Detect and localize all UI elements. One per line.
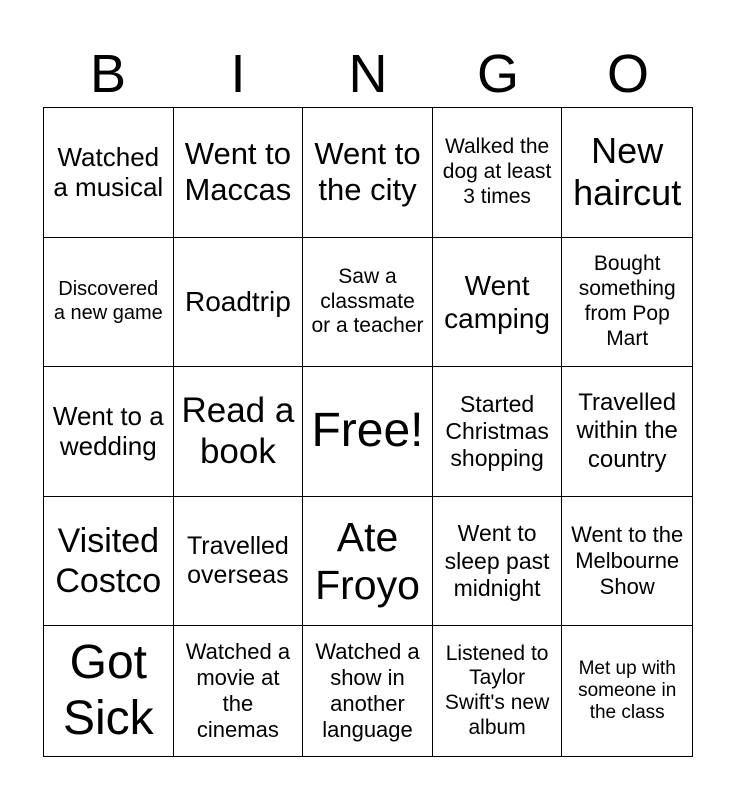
cell-text: Walked the dog at least 3 times <box>442 135 552 208</box>
header-letter-g: G <box>476 44 519 104</box>
bingo-cell[interactable] <box>174 626 304 756</box>
cell-text: Went to the city <box>314 135 421 208</box>
bingo-cell[interactable] <box>433 497 563 627</box>
bingo-cell[interactable] <box>174 367 304 497</box>
cell-text: Went to Maccas <box>184 135 292 208</box>
cell-text: Roadtrip <box>184 286 291 318</box>
bingo-cell[interactable] <box>562 108 692 238</box>
cell-text: Travelled within the country <box>576 389 678 473</box>
cell-text: Bought something from Pop Mart <box>578 252 676 350</box>
cell-text: Got Sick <box>62 635 154 746</box>
bingo-cell[interactable] <box>562 497 692 627</box>
cell-text: Watched a movie at the cinemas <box>185 639 291 743</box>
cell-text: Watched a musical <box>53 141 164 203</box>
cell-text: Met up with someone in the class <box>578 657 677 724</box>
bingo-cell[interactable] <box>174 238 304 368</box>
header-letter-o: O <box>606 44 649 104</box>
bingo-cell[interactable] <box>44 238 174 368</box>
cell-text: Saw a classmate or a teacher <box>311 264 424 338</box>
cell-text: New haircut <box>573 129 682 214</box>
bingo-cell[interactable] <box>433 238 563 368</box>
cell-text: Read a book <box>181 391 295 472</box>
cell-text: Went to sleep past midnight <box>444 520 550 601</box>
bingo-board <box>43 107 693 757</box>
bingo-cell[interactable] <box>44 367 174 497</box>
cell-text: Watched a show in another language <box>315 639 420 743</box>
bingo-cell[interactable] <box>44 626 174 756</box>
bingo-cell[interactable] <box>174 497 304 627</box>
bingo-cell[interactable] <box>433 108 563 238</box>
cell-text: Started Christmas shopping <box>445 390 549 472</box>
bingo-cell[interactable] <box>562 626 692 756</box>
cell-text: Visited Costco <box>55 521 162 601</box>
bingo-cell[interactable] <box>303 108 433 238</box>
cell-text: Travelled overseas <box>186 531 289 590</box>
bingo-cell[interactable] <box>174 108 304 238</box>
bingo-header <box>43 40 693 108</box>
cell-text: Went to a wedding <box>52 400 164 462</box>
bingo-cell[interactable] <box>303 626 433 756</box>
free-space-cell[interactable] <box>303 367 433 497</box>
bingo-cell[interactable] <box>44 108 174 238</box>
cell-text: Went camping <box>444 269 551 334</box>
cell-text: Free! <box>311 404 424 458</box>
bingo-cell[interactable] <box>562 367 692 497</box>
bingo-cell[interactable] <box>562 238 692 368</box>
header-letter-n: N <box>348 44 388 104</box>
bingo-cell[interactable] <box>303 497 433 627</box>
cell-text: Discovered a new game <box>53 278 163 324</box>
bingo-cell[interactable] <box>303 238 433 368</box>
bingo-cell[interactable] <box>44 497 174 627</box>
cell-text: Ate Froyo <box>315 513 420 609</box>
bingo-cell[interactable] <box>433 367 563 497</box>
header-letter-b: B <box>89 44 127 104</box>
cell-text: Went to the Melbourne Show <box>571 522 684 600</box>
cell-text: Listened to Taylor Swift's new album <box>444 641 550 739</box>
bingo-cell[interactable] <box>433 626 563 756</box>
header-letter-i: I <box>230 44 246 104</box>
